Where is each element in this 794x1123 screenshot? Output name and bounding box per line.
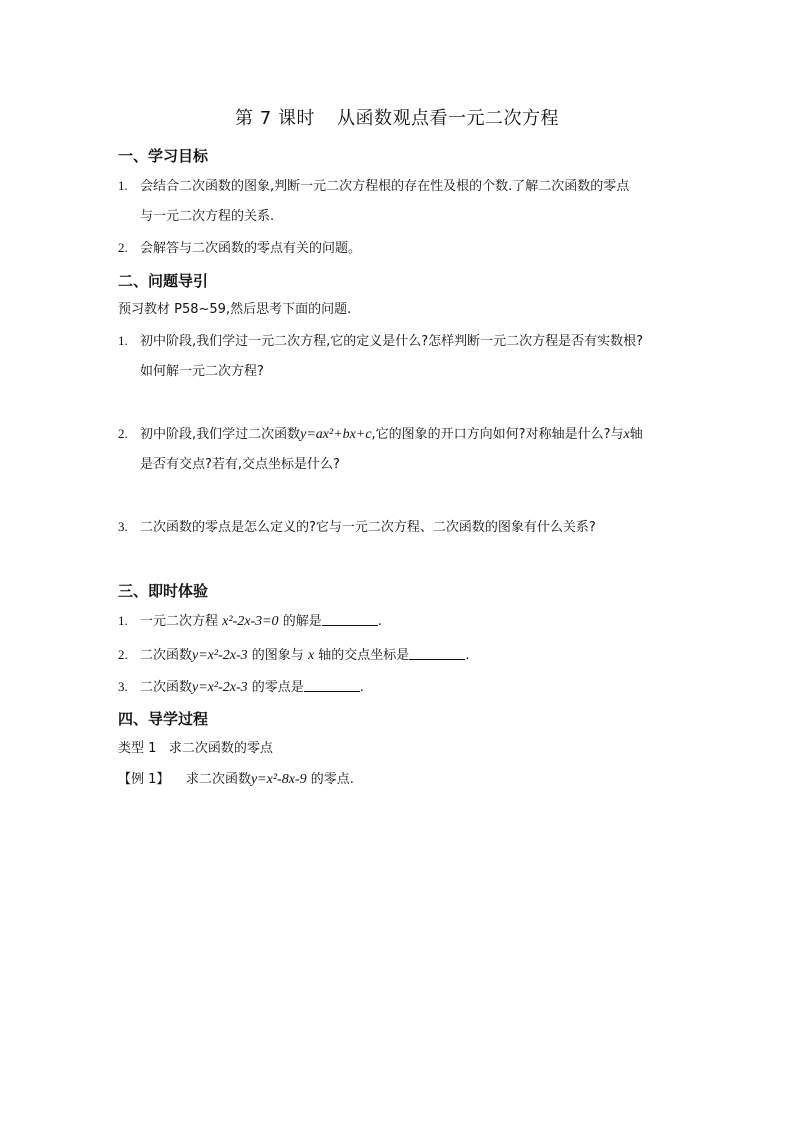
example-text: 求二次函数 bbox=[185, 772, 251, 787]
item-number: 3. bbox=[118, 679, 128, 694]
answer-blank[interactable] bbox=[409, 647, 465, 660]
question-item-2-continued: 是否有交点?若有,交点坐标是什么? bbox=[140, 457, 340, 472]
goal-text: 会结合二次函数的图象,判断一元二次方程根的存在性及根的个数.了解二次函数的零点 bbox=[140, 179, 630, 194]
question-item-1 bbox=[118, 332, 643, 351]
item-number: 2. bbox=[118, 426, 128, 441]
item-number: 2. bbox=[118, 647, 128, 662]
item-number: 1. bbox=[118, 613, 128, 628]
math-expression: x²-2x-3=0 bbox=[222, 614, 279, 629]
end-punctuation: . bbox=[359, 680, 364, 695]
answer-blank[interactable] bbox=[304, 679, 360, 692]
goal-text: 会解答与二次函数的零点有关的问题。 bbox=[140, 241, 362, 256]
math-variable: x bbox=[623, 427, 630, 442]
practice-text: 二次函数 bbox=[140, 648, 193, 663]
example-1 bbox=[118, 771, 354, 789]
item-number: 2. bbox=[118, 240, 128, 255]
math-expression: y=x²-2x-3 bbox=[192, 648, 248, 663]
item-number: 1. bbox=[118, 333, 128, 348]
question-text: 初中阶段,我们学过一元二次方程,它的定义是什么?怎样判断一元二次方程是否有实数根? bbox=[140, 334, 644, 349]
type-label: 类型 1 bbox=[118, 741, 157, 756]
practice-item-1 bbox=[118, 612, 382, 631]
guide-intro: 预习教材 P58~59,然后思考下面的问题. bbox=[118, 302, 352, 317]
goal-item-1 bbox=[118, 177, 629, 196]
type-heading bbox=[118, 740, 273, 758]
practice-text: 二次函数 bbox=[140, 680, 193, 695]
section-heading-goals: 一、学习目标 bbox=[118, 147, 209, 165]
type-title: 求二次函数的零点 bbox=[168, 741, 273, 756]
lesson-number: 第 7 课时 bbox=[235, 108, 315, 129]
practice-item-3 bbox=[118, 678, 364, 697]
practice-text: 轴的交点坐标是 bbox=[318, 648, 410, 663]
answer-blank[interactable] bbox=[322, 613, 378, 626]
lesson-topic: 从函数观点看一元二次方程 bbox=[336, 108, 559, 129]
item-number: 1. bbox=[118, 178, 128, 193]
section-heading-process: 四、导学过程 bbox=[118, 710, 209, 728]
item-number: 3. bbox=[118, 519, 128, 534]
goal-item-2 bbox=[118, 239, 361, 258]
practice-text: 的解是 bbox=[282, 614, 322, 629]
math-expression: y=x²-2x-3 bbox=[192, 680, 248, 695]
page-title bbox=[0, 104, 794, 130]
math-expression: y=x²-8x-9 bbox=[250, 772, 307, 787]
question-item-1-continued: 如何解一元二次方程? bbox=[140, 364, 264, 379]
section-heading-guide: 二、问题导引 bbox=[118, 272, 209, 290]
section-heading-practice: 三、即时体验 bbox=[118, 582, 209, 600]
practice-item-2 bbox=[118, 646, 469, 665]
end-punctuation: . bbox=[465, 648, 470, 663]
example-label: 【例 1】 bbox=[118, 772, 170, 787]
example-text: 的零点. bbox=[310, 772, 354, 787]
question-item-2 bbox=[118, 425, 643, 444]
goal-item-1-continued: 与一元二次方程的关系. bbox=[140, 209, 275, 224]
question-text: 二次函数的零点是怎么定义的?它与一元二次方程、二次函数的图象有什么关系? bbox=[140, 520, 596, 535]
question-text: ,它的图象的开口方向如何?对称轴是什么?与 bbox=[371, 427, 624, 442]
practice-text: 的图象与 bbox=[251, 648, 304, 663]
question-text: 轴 bbox=[629, 427, 643, 442]
math-expression: y=ax²+bx+c bbox=[300, 427, 372, 442]
practice-text: 一元二次方程 bbox=[140, 614, 219, 629]
end-punctuation: . bbox=[377, 614, 382, 629]
practice-text: 的零点是 bbox=[251, 680, 304, 695]
question-item-3 bbox=[118, 518, 596, 537]
question-text: 初中阶段,我们学过二次函数 bbox=[140, 427, 301, 442]
math-variable: x bbox=[307, 648, 315, 663]
